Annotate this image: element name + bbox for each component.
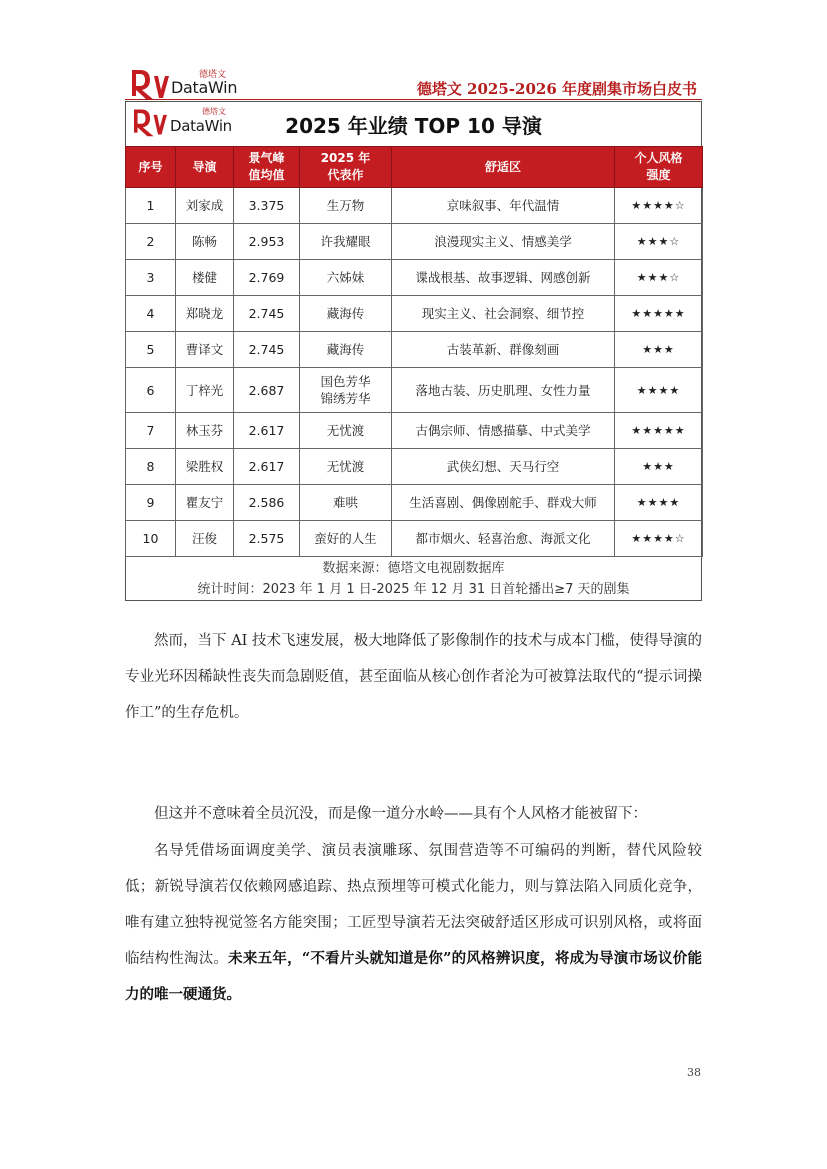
comfort-cell: 古装革新、群像刻画 bbox=[392, 332, 615, 368]
rank-cell: 4 bbox=[126, 296, 176, 332]
comfort-cell: 武侠幻想、天马行空 bbox=[392, 449, 615, 485]
paragraph-ai-impact: 然而，当下 AI 技术飞速发展，极大地降低了影像制作的技术与成本门槛，使得导演的专业光环因稀缺性丧失而急剧贬值，甚至面临从核心创作者沦为可被算法取代的“提示词操作工”的生存危机。 bbox=[125, 632, 702, 721]
comfort-cell: 现实主义、社会洞察、细节控 bbox=[392, 296, 615, 332]
comfort-cell: 都市烟火、轻喜治愈、海派文化 bbox=[392, 521, 615, 557]
col-header-score: 景气峰值均值 bbox=[234, 147, 300, 188]
table-row bbox=[126, 260, 703, 296]
work-cell: 无忧渡 bbox=[300, 413, 392, 449]
table-period: 统计时间：2023 年 1 月 1 日-2025 年 12 月 31 日首轮播出≥7 天的剧集 bbox=[197, 582, 630, 597]
col-header-comfort: 舒适区 bbox=[392, 147, 615, 188]
table-row bbox=[126, 188, 703, 224]
director-cell: 楼健 bbox=[176, 260, 234, 296]
rank-cell: 7 bbox=[126, 413, 176, 449]
table-row bbox=[126, 521, 703, 557]
rank-cell: 8 bbox=[126, 449, 176, 485]
col-header-director: 导演 bbox=[176, 147, 234, 188]
work-cell: 无忧渡 bbox=[300, 449, 392, 485]
work-cell: 国色芳华 锦绣芳华 bbox=[300, 368, 392, 413]
comfort-cell: 谍战根基、故事逻辑、网感创新 bbox=[392, 260, 615, 296]
logo-en-text: DataWin bbox=[171, 78, 238, 97]
rank-cell: 5 bbox=[126, 332, 176, 368]
score-cell: 2.575 bbox=[234, 521, 300, 557]
comfort-cell: 京味叙事、年代温情 bbox=[392, 188, 615, 224]
col-header-rank: 序号 bbox=[126, 147, 176, 188]
score-cell: 2.745 bbox=[234, 332, 300, 368]
table-title: 2025 年业绩 TOP 10 导演 bbox=[285, 114, 542, 138]
comfort-cell: 古偶宗师、情感描摹、中式美学 bbox=[392, 413, 615, 449]
score-cell: 2.617 bbox=[234, 449, 300, 485]
director-cell: 刘家成 bbox=[176, 188, 234, 224]
director-ranking-table bbox=[125, 146, 703, 557]
page-number: 38 bbox=[687, 1066, 701, 1079]
director-cell: 陈畅 bbox=[176, 224, 234, 260]
rank-cell: 1 bbox=[126, 188, 176, 224]
director-cell: 丁梓光 bbox=[176, 368, 234, 413]
director-cell: 林玉芬 bbox=[176, 413, 234, 449]
style-cell: ★★★★☆ bbox=[615, 188, 703, 224]
style-cell: ★★★★ bbox=[615, 485, 703, 521]
paragraph-watershed: 但这并不意味着全员沉没，而是像一道分水岭——具有个人风格才能被留下： bbox=[154, 805, 647, 822]
work-cell: 生万物 bbox=[300, 188, 392, 224]
score-cell: 2.687 bbox=[234, 368, 300, 413]
table-source: 数据来源：德塔文电视剧数据库 bbox=[322, 561, 505, 576]
style-cell: ★★★★★ bbox=[615, 413, 703, 449]
work-cell: 藏海传 bbox=[300, 332, 392, 368]
col-header-work: 2025 年代表作 bbox=[300, 147, 392, 188]
score-cell: 2.745 bbox=[234, 296, 300, 332]
report-title: 德塔文 2025-2026 年度剧集市场白皮书 bbox=[416, 80, 697, 98]
rank-cell: 2 bbox=[126, 224, 176, 260]
rank-cell: 10 bbox=[126, 521, 176, 557]
style-cell: ★★★ bbox=[615, 332, 703, 368]
paragraph-conclusion-bold: 未来五年，“不看片头就知道是你”的风格辨识度，将成为导演市场议价能力的唯一硬通货。 bbox=[125, 949, 702, 1003]
director-cell: 郑晓龙 bbox=[176, 296, 234, 332]
logo-cn-text: 德塔文 bbox=[199, 70, 227, 80]
rank-cell: 6 bbox=[126, 368, 176, 413]
style-cell: ★★★★★ bbox=[615, 296, 703, 332]
datawin-logo bbox=[128, 66, 268, 102]
paragraph-director-types bbox=[125, 833, 702, 1013]
table-row bbox=[126, 296, 703, 332]
rank-cell: 9 bbox=[126, 485, 176, 521]
work-cell: 难哄 bbox=[300, 485, 392, 521]
table-row bbox=[126, 224, 703, 260]
table-header-row bbox=[126, 147, 703, 188]
score-cell: 2.953 bbox=[234, 224, 300, 260]
table-row bbox=[126, 449, 703, 485]
style-cell: ★★★ bbox=[615, 449, 703, 485]
col-header-style: 个人风格强度 bbox=[615, 147, 703, 188]
work-cell: 蛮好的人生 bbox=[300, 521, 392, 557]
score-cell: 3.375 bbox=[234, 188, 300, 224]
style-cell: ★★★☆ bbox=[615, 224, 703, 260]
director-cell: 汪俊 bbox=[176, 521, 234, 557]
score-cell: 2.617 bbox=[234, 413, 300, 449]
style-cell: ★★★☆ bbox=[615, 260, 703, 296]
comfort-cell: 落地古装、历史肌理、女性力量 bbox=[392, 368, 615, 413]
score-cell: 2.769 bbox=[234, 260, 300, 296]
score-cell: 2.586 bbox=[234, 485, 300, 521]
director-cell: 梁胜权 bbox=[176, 449, 234, 485]
rank-cell: 3 bbox=[126, 260, 176, 296]
style-cell: ★★★★☆ bbox=[615, 521, 703, 557]
work-cell: 六姊妹 bbox=[300, 260, 392, 296]
director-cell: 瞿友宁 bbox=[176, 485, 234, 521]
header-divider bbox=[125, 99, 702, 100]
work-cell: 藏海传 bbox=[300, 296, 392, 332]
table-logo-cn: 德塔文 bbox=[202, 107, 226, 116]
table-row bbox=[126, 485, 703, 521]
comfort-cell: 浪漫现实主义、情感美学 bbox=[392, 224, 615, 260]
table-logo-en: DataWin bbox=[170, 117, 232, 135]
paragraph-director-types-text: 名导凭借场面调度美学、演员表演雕琢、氛围营造等不可编码的判断，替代风险较低；新锐导演若仅依赖网感追踪、热点预埋等可模式化能力，则与算法陷入同质化竞争，唯有建立独特视觉签名方能突围；工匠型导演若无法突破舒适区形成可识别风格，或将面临结构性淘汰。 bbox=[125, 842, 702, 967]
table-row bbox=[126, 368, 703, 413]
director-cell: 曹译文 bbox=[176, 332, 234, 368]
datawin-logo-mark bbox=[128, 66, 172, 102]
work-cell: 许我耀眼 bbox=[300, 224, 392, 260]
style-cell: ★★★★ bbox=[615, 368, 703, 413]
table-row bbox=[126, 413, 703, 449]
comfort-cell: 生活喜剧、偶像剧舵手、群戏大师 bbox=[392, 485, 615, 521]
table-row bbox=[126, 332, 703, 368]
